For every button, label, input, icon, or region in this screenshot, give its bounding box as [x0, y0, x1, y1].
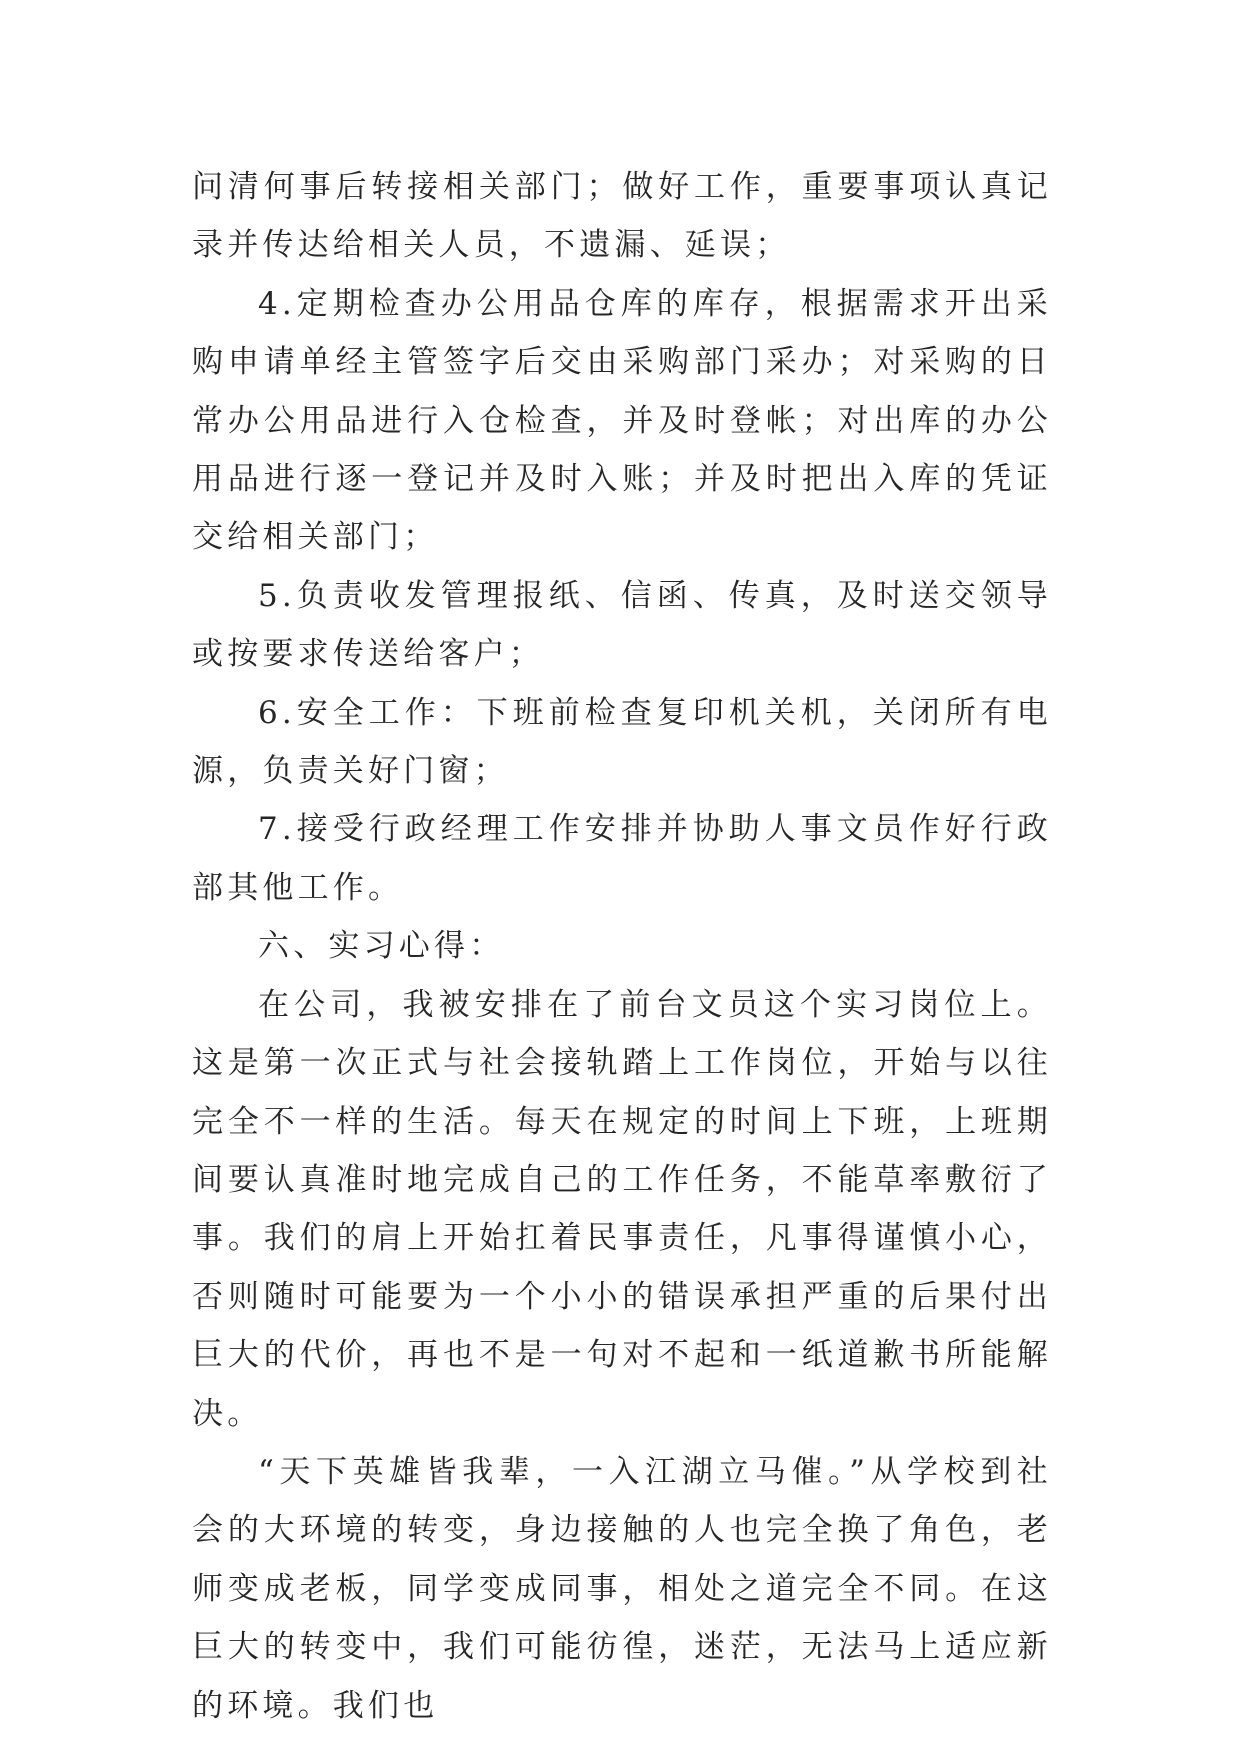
section-heading: 六、实习心得： — [258, 928, 505, 965]
paragraph-7: “天下英雄皆我辈，一入江湖立马催。”从学校到社会的大环境的转变，身边接触的人也完全换了角色，老师变成老板，同学变成同事，相处之道完全不同。在这巨大的转变中，我们可能彷徨，迷茫，无法马上适应新的环境。我们也 — [192, 1453, 1052, 1724]
paragraph-6: 在公司，我被安排在了前台文员这个实习岗位上。这是第一次正式与社会接轨踏上工作岗位，开始与以往完全不一样的生活。每天在规定的时间上下班，上班期间要认真准时地完成自己的工作任务，不能草率敷衍了事。我们的肩上开始扛着民事责任，凡事得谨慎小心，否则随时可能要为一个小小的错误承担严重的后果付出巨大的代价，再也不是一句对不起和一纸道歉书所能解决。 — [192, 986, 1052, 1432]
paragraph-4: 6.安全工作：下班前检查复印机关机，关闭所有电源，负责关好门窗； — [192, 694, 1052, 790]
body-text — [192, 158, 1052, 1735]
paragraph-2: 4.定期检查办公用品仓库的库存，根据需求开出采购申请单经主管签字后交由采购部门采办；对采购的日常办公用品进行入仓检查，并及时登帐；对出库的办公用品进行逐一登记并及时入账；并及时把出入库的凭证交给相关部门； — [192, 285, 1052, 556]
paragraph-3: 5.负责收发管理报纸、信函、传真，及时送交领导或按要求传送给客户； — [192, 577, 1052, 673]
paragraph-5: 7.接受行政经理工作安排并协助人事文员作好行政部其他工作。 — [192, 811, 1052, 906]
paragraph-1: 问清何事后转接相关部门；做好工作，重要事项认真记录并传达给相关人员，不遗漏、延误； — [192, 169, 1052, 264]
